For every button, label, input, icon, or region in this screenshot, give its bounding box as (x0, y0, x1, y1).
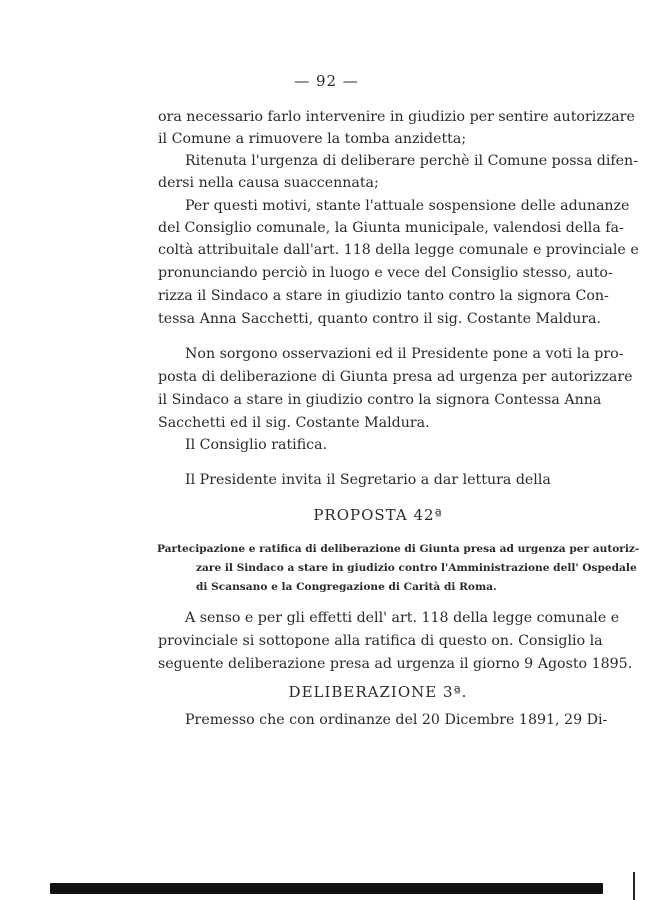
text-line: Non sorgono osservazioni ed il Presidente pone a voti la pro- (185, 346, 624, 362)
text-line: ora necessario farlo intervenire in giudizio per sentire autorizzare (158, 109, 635, 125)
page-edge-mark (633, 872, 635, 900)
text-line: Per questi motivi, stante l'attuale sospensione delle adunanze (185, 198, 630, 214)
text-line: posta di deliberazione di Giunta presa ad urgenza per autorizzare (158, 369, 633, 385)
text-line: provinciale si sottopone alla ratifica di questo on. Consiglio la (158, 633, 603, 649)
page-edge-shadow (50, 883, 603, 894)
text-line: Ritenuta l'urgenza di deliberare perchè il Comune possa difen- (185, 153, 638, 169)
text-line: Il Consiglio ratifica. (185, 437, 328, 453)
proposta-subject-line: di Scansano e la Congregazione di Carità di Roma. (196, 581, 497, 593)
proposta-subject-line: Partecipazione e ratifica di deliberazione di Giunta presa ad urgenza per autoriz- (157, 543, 640, 555)
text-line: dersi nella causa suaccennata; (158, 175, 379, 191)
text-line: tessa Anna Sacchetti, quanto contro il sig. Costante Maldura. (158, 311, 601, 327)
text-line: A senso e per gli effetti dell' art. 118 della legge comunale e (185, 610, 620, 626)
text-line: Premesso che con ordinanze del 20 Dicembre 1891, 29 Di- (185, 712, 608, 728)
text-line: il Comune a rimuovere la tomba anzidetta; (158, 131, 467, 147)
proposta-heading: PROPOSTA 42ª (313, 506, 443, 524)
text-line: Il Presidente invita il Segretario a dar lettura della (185, 472, 551, 488)
text-line: coltà attribuitale dall'art. 118 della legge comunale e provinciale e (158, 242, 639, 258)
text-line: il Sindaco a stare in giudizio contro la signora Contessa Anna (158, 392, 602, 408)
proposta-subject-line: zare il Sindaco a stare in giudizio contro l'Amministrazione dell' Ospedale (196, 562, 637, 574)
page-number: — 92 — (294, 72, 359, 90)
deliberazione-heading: DELIBERAZIONE 3ª. (288, 683, 468, 701)
text-line: Sacchetti ed il sig. Costante Maldura. (158, 415, 430, 431)
text-line: seguente deliberazione presa ad urgenza il giorno 9 Agosto 1895. (158, 656, 633, 672)
text-line: del Consiglio comunale, la Giunta municipale, valendosi della fa- (158, 220, 624, 236)
text-line: pronunciando perciò in luogo e vece del Consiglio stesso, auto- (158, 265, 613, 281)
text-line: rizza il Sindaco a stare in giudizio tanto contro la signora Con- (158, 288, 609, 304)
